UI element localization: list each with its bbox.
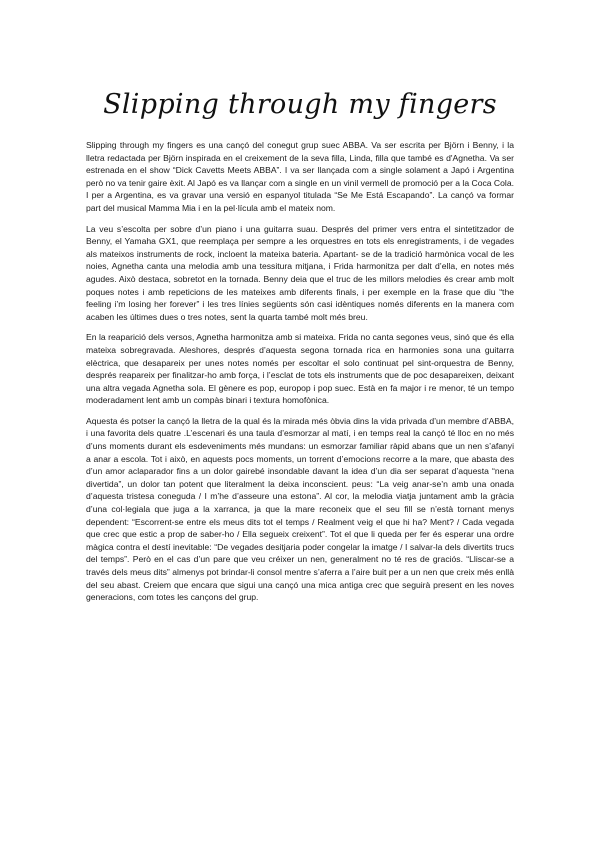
document-body [86, 139, 514, 612]
paragraph-2: La veu s’escolta per sobre d’un piano i una guitarra suau. Després del primer vers entra el sintetitzador de Benny, el Yamaha GX1, que reemplaça per sempre a les orquestres en tots els enregistraments, i de vegades als mateixos instruments de rock, incloent la mateixa bateria. Apartant- se de la tradició harmònica vocal de les noies, Agnetha canta una melodia amb una tessitura mitjana, i Frida harmonitza per dalt d’ella, en notes més agudes. Això destaca, sobretot en la tornada. Benny deia que el truc de les millors melodies és crear amb molt poques notes i amb repeticions de les mateixes amb diferents finals, i per exemple en la frase que diu “the feeling i’m losing her forever” i les tres línies següents són casi idèntiques només diferents en la manera com acaben les últimes dues o tres notes, sent la quarta també molt més breu. [86, 223, 514, 322]
paragraph-1: Slipping through my fingers es una cançó del conegut grup suec ABBA. Va ser escrita per Björn i Benny, i la lletra redactada per Björn inspirada en el creixement de la seva filla, Linda, filla que també es d'Agnetha. Va ser estrenada en el show “Dick Cavetts Meets ABBA”. I va ser llançada com a single solament a Japó i Argentina però no va tenir gaire èxit. Al Japó es va llançar com a single en un vinil vermell de promoció per a la Coca Cola. I per a Argentina, es va gravar una versió en espanyol titulada “Se Me Está Escapando”. La cançó va formar part del musical Mamma Mia i en la pel·lícula amb el mateix nom. [86, 140, 514, 213]
paragraph-4: Aquesta és potser la cançó la lletra de la qual és la mirada més òbvia dins la vida privada d’un membre d’ABBA, i una favorita dels quatre .L’escenari és una taula d’esmorzar al matí, i en temps real la cançó té lloc en no més d’uns moments durant els esdeveniments més mundans: un esmorzar familiar ràpid abans que un nen s’afanyi a anar a escola. Tot i això, en aquests pocs moments, un torrent d’emocions recorre a la mare, que abasta des d’un amor aclaparador fins a un dolor gairebé insondable davant la idea d’un dia ser separat d’aquesta “nena divertida”, un dolor tan potent que literalment la deixa inconscient. peus: “La veig anar-se’n amb una onada d’aquesta tristesa coneguda / I m’he d’asseure una estona”. Al cor, la melodia viatja juntament amb la gràcia d’una col·legiala que juga a la xarranca, ja que la mare reconeix que el seu fill se n’està tornant menys dependent: “Escorrent-se entre els meus dits tot el temps / Realment veig el que hi ha? Ment? / Cada vegada que crec que estic a prop de saber-ho / Ella segueix creixent”. Tot el que li queda per fer és esperar una ordre màgica contra el destí inevitable: “De vegades desitjaria poder congelar la imatge / I salvar-la dels divertits trucs del temps”. Però en el cas d’un pare que veu créixer un nen, generalment no té res de graciós. “Lliscar-se a través dels meus dits” almenys pot brindar-li consol mentre s’aferra a l’aire buit per a un nen que creix més enllà del seu abast. Creiem que encara que sigui una cançó una mica antiga crec que seguirà present en les noves generacions, com totes les cançons del grup. [86, 415, 514, 603]
document-title: Slipping through my fingers [103, 89, 497, 120]
paragraph-3: En la reaparició dels versos, Agnetha harmonitza amb si mateixa. Frida no canta segones veus, sinó que és ella mateixa sobregravada. Aleshores, després d’aquesta segona tornada rica en harmonies sona una guitarra elèctrica, que desapareix per unes notes només per escoltar el solo continuat pel sint-orquestra de Benny, després reapareix per finalitzar-ho amb força, i l’esclat de tots els instruments que de poc desapareixen, deixant una altra vegada Agnetha sola. El gènere es pop, europop i pop suec. Està en fa major i re menor, té un tempo moderadament lent amb un compàs binari i textura homofònica. [86, 332, 514, 406]
